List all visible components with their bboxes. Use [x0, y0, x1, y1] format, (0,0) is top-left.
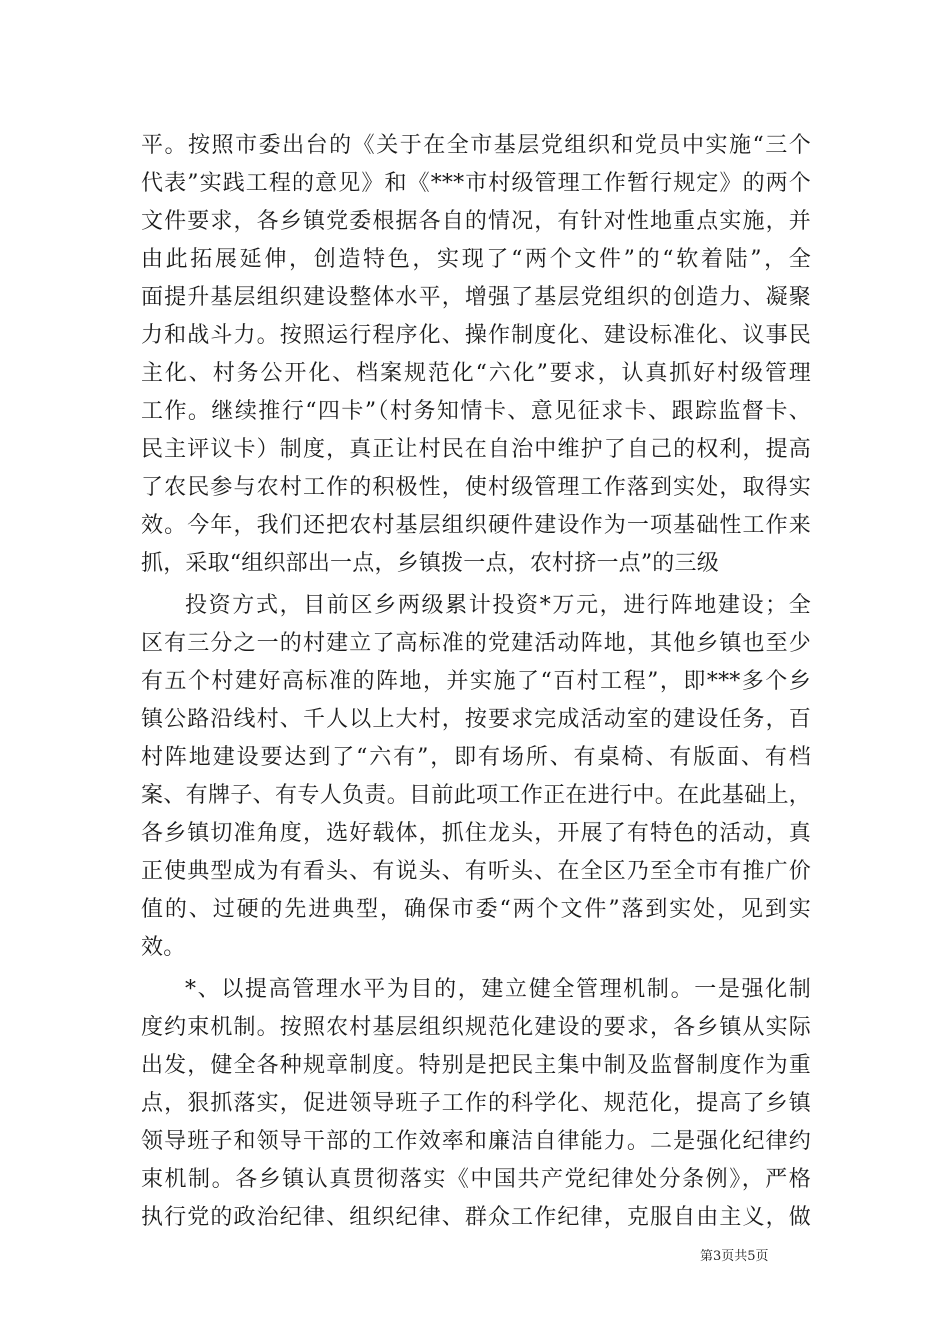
paragraph-line: 由此拓展延伸，创造特色，实现了“两个文件”的“软着陆”，全	[141, 247, 811, 272]
page-number: 第3页共5页	[700, 1249, 769, 1264]
paragraph-line: 区有三分之一的村建立了高标准的党建活动阵地，其他乡镇也至少	[141, 631, 811, 656]
paragraph-line: 面提升基层组织建设整体水平，增强了基层党组织的创造力、凝聚	[141, 285, 811, 310]
paragraph-line: *、以提高管理水平为目的，建立健全管理机制。一是强化制	[185, 977, 811, 1002]
paragraph-line: 平。按照市委出台的《关于在全市基层党组织和党员中实施“三个	[141, 133, 811, 158]
paragraph-line: 度约束机制。按照农村基层组织规范化建设的要求，各乡镇从实际	[141, 1015, 811, 1040]
paragraph-line: 抓，采取“组织部出一点，乡镇拨一点，农村挤一点”的三级	[141, 551, 719, 576]
paragraph-line: 领导班子和领导干部的工作效率和廉洁自律能力。二是强化纪律约	[141, 1129, 811, 1154]
paragraph-line: 文件要求，各乡镇党委根据各自的情况，有针对性地重点实施，并	[141, 209, 811, 234]
paragraph-line: 工作。继续推行“四卡”（村务知情卡、意见征求卡、跟踪监督卡、	[141, 399, 811, 424]
paragraph-line: 点，狠抓落实，促进领导班子工作的科学化、规范化，提高了乡镇	[141, 1091, 811, 1116]
paragraph-line: 村阵地建设要达到了“六有”，即有场所、有桌椅、有版面、有档	[141, 745, 811, 770]
paragraph-line: 案、有牌子、有专人负责。目前此项工作正在进行中。在此基础上，	[141, 783, 811, 808]
paragraph-line: 正使典型成为有看头、有说头、有听头、在全区乃至全市有推广价	[141, 859, 811, 884]
paragraph-line: 束机制。各乡镇认真贯彻落实《中国共产党纪律处分条例》，严格	[141, 1167, 811, 1192]
paragraph-line: 效。今年，我们还把农村基层组织硬件建设作为一项基础性工作来	[141, 513, 811, 538]
paragraph-line: 有五个村建好高标准的阵地，并实施了“百村工程”，即***多个乡	[141, 669, 811, 694]
paragraph-line: 了农民参与农村工作的积极性，使村级管理工作落到实处，取得实	[141, 475, 811, 500]
paragraph-line: 镇公路沿线村、千人以上大村，按要求完成活动室的建设任务，百	[141, 707, 811, 732]
paragraph-line: 力和战斗力。按照运行程序化、操作制度化、建设标准化、议事民	[141, 323, 811, 348]
paragraph-line: 执行党的政治纪律、组织纪律、群众工作纪律，克服自由主义，做	[141, 1205, 811, 1230]
paragraph-line: 效。	[141, 935, 186, 960]
paragraph-line: 主化、村务公开化、档案规范化“六化”要求，认真抓好村级管理	[141, 361, 811, 386]
paragraph-line: 各乡镇切准角度，选好载体，抓住龙头，开展了有特色的活动，真	[141, 821, 811, 846]
paragraph-line: 民主评议卡）制度，真正让村民在自治中维护了自己的权利，提高	[141, 437, 811, 462]
paragraph-line: 值的、过硬的先进典型，确保市委“两个文件”落到实处，见到实	[141, 897, 811, 922]
paragraph-line: 投资方式，目前区乡两级累计投资*万元，进行阵地建设；全	[185, 593, 811, 618]
paragraph-line: 出发，健全各种规章制度。特别是把民主集中制及监督制度作为重	[141, 1053, 811, 1078]
paragraph-line: 代表”实践工程的意见》和《***市村级管理工作暂行规定》的两个	[141, 171, 811, 196]
